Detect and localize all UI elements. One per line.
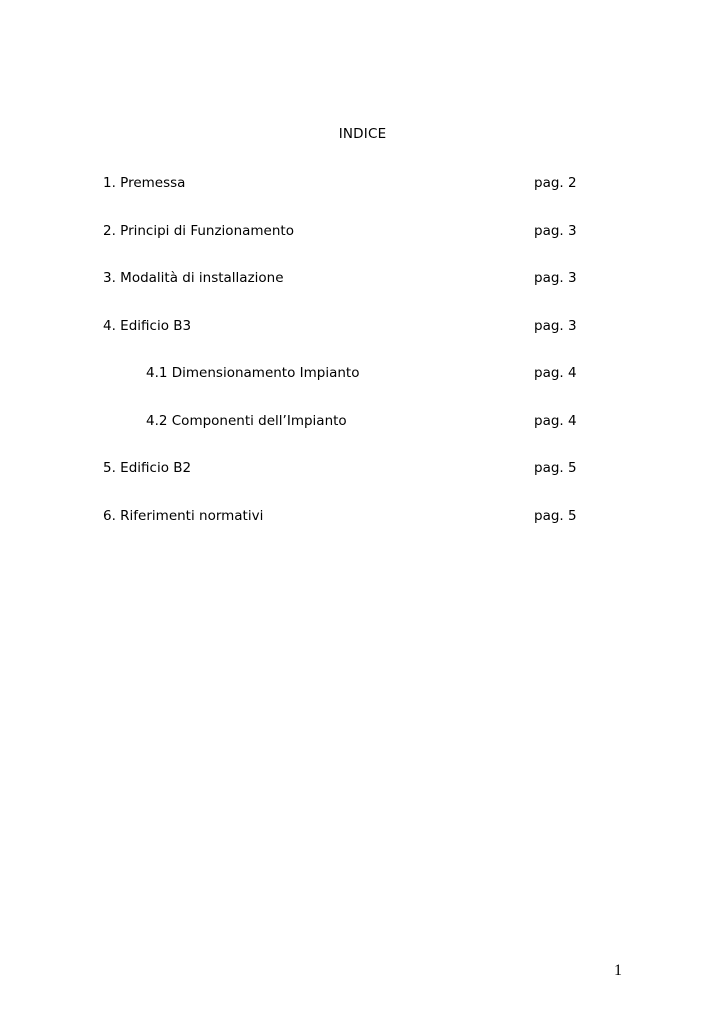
toc-entry-page: pag. 3 bbox=[534, 222, 577, 239]
toc-title: INDICE bbox=[338, 126, 387, 142]
toc-entry-page: pag. 2 bbox=[534, 175, 577, 191]
toc-entry-modalita bbox=[103, 267, 583, 315]
toc-entry-label: 2. Principi di Funzionamento bbox=[103, 222, 294, 239]
toc-entry-principi bbox=[103, 220, 583, 268]
toc-subentry-dimensionamento bbox=[103, 362, 583, 410]
toc-entry-label: 1. Premessa bbox=[103, 175, 186, 191]
toc-entry-edificio-b3 bbox=[103, 315, 583, 363]
toc-entry-label: 3. Modalità di installazione bbox=[103, 270, 284, 286]
table-of-contents bbox=[103, 172, 583, 552]
toc-entry-page: pag. 4 bbox=[534, 365, 577, 381]
toc-entry-label: 6. Riferimenti normativi bbox=[103, 507, 264, 524]
page-number: 1 bbox=[614, 962, 622, 979]
toc-entry-page: pag. 3 bbox=[534, 270, 577, 286]
toc-entry-page: pag. 5 bbox=[534, 460, 577, 476]
toc-entry-edificio-b2 bbox=[103, 457, 583, 505]
toc-entry-riferimenti bbox=[103, 505, 583, 553]
toc-entry-page: pag. 3 bbox=[534, 317, 577, 334]
toc-entry-page: pag. 5 bbox=[534, 507, 577, 524]
toc-subentry-componenti bbox=[103, 410, 583, 458]
toc-entry-premessa bbox=[103, 172, 583, 220]
toc-entry-label: 4.2 Componenti dell’Impianto bbox=[146, 412, 347, 429]
toc-entry-label: 4. Edificio B3 bbox=[103, 317, 192, 334]
toc-entry-page: pag. 4 bbox=[534, 412, 577, 429]
toc-entry-label: 5. Edificio B2 bbox=[103, 460, 192, 476]
toc-entry-label: 4.1 Dimensionamento Impianto bbox=[146, 365, 360, 381]
